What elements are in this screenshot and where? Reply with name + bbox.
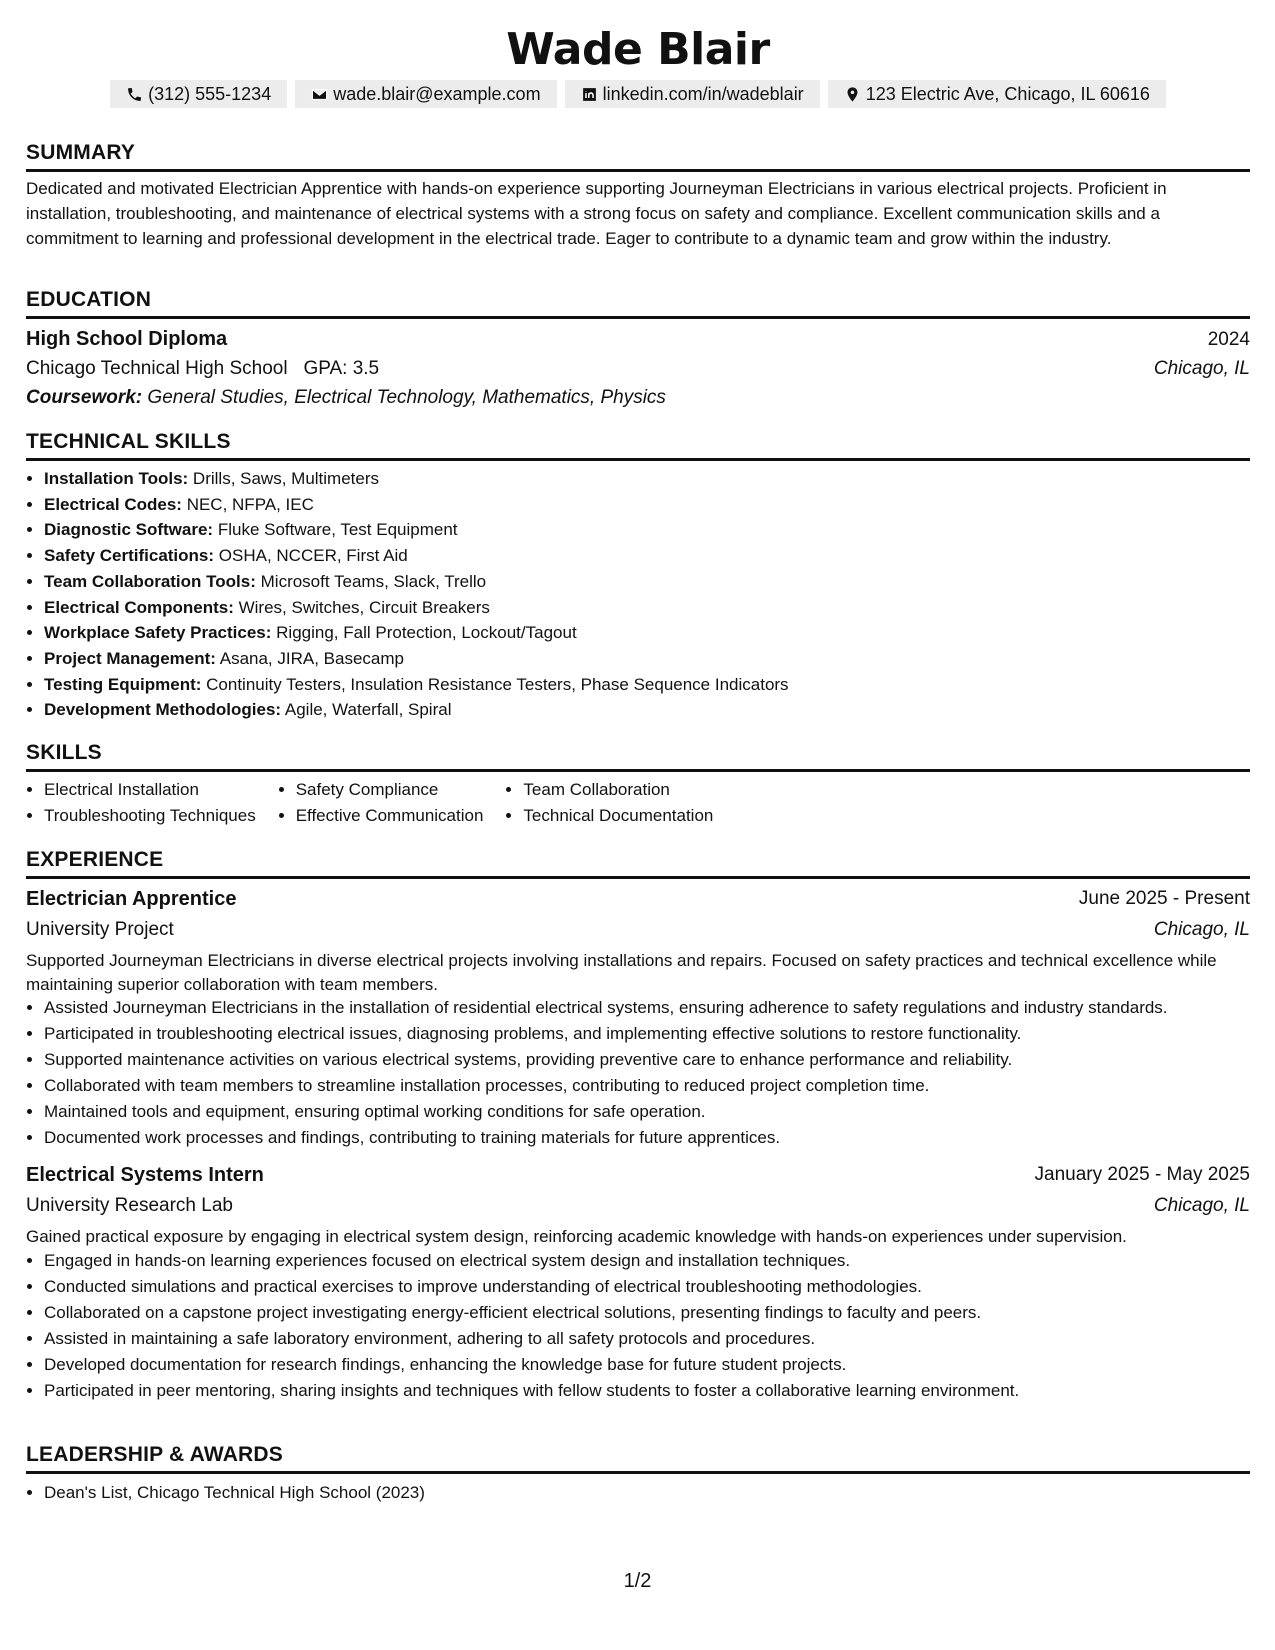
technical-skill-value: Asana, JIRA, Basecamp [219, 648, 404, 668]
section-divider [26, 316, 1250, 319]
technical-skill-item [44, 672, 1250, 698]
technical-skills-list [26, 466, 1250, 723]
award-item: • Dean's List, Chicago Technical High School (2023) [44, 1479, 1250, 1506]
job-bullet: • Conducted simulations and practical exercises to improve understanding of electrical troubleshooting methodologies. [44, 1275, 1250, 1299]
technical-skill-label: Electrical Codes: [44, 494, 182, 514]
skill-item: • Team Collaboration [523, 777, 713, 803]
job-bullet: • Collaborated with team members to streamline installation processes, contributing to reduced project completion time. [44, 1074, 1250, 1098]
skills-column [505, 777, 713, 829]
technical-skills-section [26, 428, 1250, 723]
job-organization: University Research Lab [26, 1194, 233, 1216]
technical-skill-value: Agile, Waterfall, Spiral [284, 700, 452, 720]
degree: High School Diploma [26, 328, 228, 350]
job-dates: June 2025 - Present [1078, 888, 1250, 909]
section-title: SUMMARY [26, 141, 136, 164]
section-title: EDUCATION [26, 288, 152, 311]
experience-entry [26, 1160, 1250, 1403]
job-title: Electrical Systems Intern [26, 1163, 264, 1186]
location-pin-icon [844, 86, 861, 103]
skills-section [26, 739, 1250, 829]
section-divider [26, 1471, 1250, 1474]
technical-skill-value: Microsoft Teams, Slack, Trello [260, 571, 487, 591]
technical-skill-label: Installation Tools: [44, 469, 189, 488]
job-location: Chicago, IL [1153, 1194, 1250, 1216]
technical-skill-item [44, 466, 1250, 492]
section-title: LEADERSHIP & AWARDS [26, 1443, 283, 1466]
technical-skill-label: Safety Certifications: [44, 546, 215, 566]
contact-phone-text: (312) 555-1234 [148, 83, 272, 104]
graduation-year: 2024 [1207, 328, 1250, 350]
skills-column [278, 777, 484, 829]
job-bullet: • Engaged in hands-on learning experiences focused on electrical system design and installation techniques. [44, 1249, 1250, 1273]
technical-skill-value: Rigging, Fall Protection, Lockout/Tagout [276, 623, 577, 643]
school-text: Chicago Technical High School [26, 357, 288, 379]
technical-skill-item [44, 517, 1250, 543]
technical-skill-value: Fluke Software, Test Equipment [217, 520, 458, 540]
skills-columns [26, 777, 1250, 829]
contact-linkedin[interactable] [565, 80, 820, 108]
job-bullet: • Documented work processes and findings, contributing to training materials for future apprentices. [44, 1126, 1250, 1150]
job-bullets [26, 996, 1250, 1150]
skill-item: • Safety Compliance [296, 777, 484, 803]
section-title: EXPERIENCE [26, 848, 164, 871]
linkedin-icon [581, 86, 598, 103]
technical-skill-value: Drills, Saws, Multimeters [192, 469, 380, 488]
contact-email[interactable] [295, 80, 556, 108]
job-bullet: • Assisted in maintaining a safe laboratory environment, adhering to all safety protocols and procedures. [44, 1327, 1250, 1351]
experience-entry [26, 884, 1250, 1150]
experience-section [26, 846, 1250, 1405]
section-divider [26, 876, 1250, 879]
technical-skill-label: Diagnostic Software: [44, 520, 214, 540]
section-title: TECHNICAL SKILLS [26, 430, 231, 453]
contact-bar [26, 80, 1250, 108]
resume-page [26, 0, 1250, 1502]
coursework-label: Coursework: [26, 386, 143, 408]
technical-skill-label: Team Collaboration Tools: [44, 571, 256, 591]
technical-skill-item [44, 492, 1250, 518]
contact-address-text: 123 Electric Ave, Chicago, IL 60616 [865, 83, 1150, 104]
phone-icon [126, 86, 143, 103]
leadership-list [26, 1479, 1250, 1506]
candidate-name: Wade Blair [506, 24, 770, 75]
technical-skill-item [44, 569, 1250, 595]
envelope-icon [311, 86, 328, 103]
page-number: 1/2 [623, 1570, 652, 1592]
school-location: Chicago, IL [1153, 357, 1250, 379]
leadership-section [26, 1441, 1250, 1506]
summary-section [26, 139, 1250, 251]
technical-skill-item [44, 697, 1250, 723]
skill-item: • Electrical Installation [44, 777, 256, 803]
job-bullet: • Maintained tools and equipment, ensuring optimal working conditions for safe operation. [44, 1100, 1250, 1124]
education-section [26, 286, 1250, 412]
section-divider [26, 769, 1250, 772]
technical-skill-item [44, 595, 1250, 621]
technical-skill-item [44, 646, 1250, 672]
skill-item: • Technical Documentation [523, 803, 713, 829]
section-divider [26, 458, 1250, 461]
coursework [26, 383, 1250, 412]
technical-skill-value: Wires, Switches, Circuit Breakers [238, 597, 490, 617]
technical-skill-value: Continuity Testers, Insulation Resistance Testers, Phase Sequence Indicators [206, 674, 789, 694]
technical-skill-item [44, 543, 1250, 569]
skill-item: • Effective Communication [296, 803, 484, 829]
summary-text: Dedicated and motivated Electrician Apprentice with hands-on experience supporting Journeyman Electricians in various electrical projects. Proficient in installation, troubleshooting, and maintenance of electrical systems with a strong focus on safety and compliance. Excellent communication skills and a commitment to learning and professional development in the electrical trade. Eager to contribute to a dynamic team and grow within the industry. [26, 179, 1167, 248]
job-bullet: • Participated in troubleshooting electrical issues, diagnosing problems, and implementing effective solutions to restore functionality. [44, 1022, 1250, 1046]
job-bullet: • Supported maintenance activities on various electrical systems, providing preventive care to enhance performance and reliability. [44, 1048, 1250, 1072]
contact-phone[interactable] [110, 80, 287, 108]
coursework-list: General Studies, Electrical Technology, Mathematics, Physics [147, 386, 666, 408]
technical-skill-value: OSHA, NCCER, First Aid [218, 546, 408, 566]
job-summary: Supported Journeyman Electricians in diverse electrical projects involving installations and repairs. Focused on safety practices and technical excellence while maintaining superior collaboration with team members. [26, 951, 1217, 994]
technical-skill-value: NEC, NFPA, IEC [186, 494, 314, 514]
section-title: SKILLS [26, 741, 102, 764]
technical-skill-label: Project Management: [44, 648, 216, 668]
skill-item: • Troubleshooting Techniques [44, 803, 256, 829]
contact-address [828, 80, 1166, 108]
job-summary: Gained practical exposure by engaging in electrical system design, reinforcing academic knowledge with hands-on experiences under supervision. [26, 1227, 1127, 1246]
section-divider [26, 169, 1250, 172]
technical-skill-label: Testing Equipment: [44, 674, 202, 694]
experience-entries [26, 884, 1250, 1403]
job-bullets [26, 1249, 1250, 1403]
job-bullet: • Developed documentation for research findings, enhancing the knowledge base for future student projects. [44, 1353, 1250, 1377]
job-dates: January 2025 - May 2025 [1034, 1164, 1250, 1185]
school-name [26, 358, 379, 380]
job-bullet: • Participated in peer mentoring, sharing insights and techniques with fellow students to foster a collaborative learning environment. [44, 1379, 1250, 1403]
job-location: Chicago, IL [1153, 918, 1250, 940]
job-bullet: • Assisted Journeyman Electricians in the installation of residential electrical systems, ensuring adherence to safety regulations and industry standards. [44, 996, 1250, 1020]
technical-skill-label: Development Methodologies: [44, 700, 282, 720]
technical-skill-item [44, 620, 1250, 646]
skills-column [26, 777, 256, 829]
job-title: Electrician Apprentice [26, 887, 237, 910]
gpa: GPA: 3.5 [303, 357, 380, 379]
job-bullet: • Collaborated on a capstone project investigating energy-efficient electrical solutions, presenting findings to faculty and peers. [44, 1301, 1250, 1325]
job-organization: University Project [26, 918, 174, 940]
contact-linkedin-text: linkedin.com/in/wadeblair [602, 83, 804, 104]
technical-skill-label: Electrical Components: [44, 597, 234, 617]
contact-email-text: wade.blair@example.com [333, 83, 541, 104]
technical-skill-label: Workplace Safety Practices: [44, 623, 272, 643]
